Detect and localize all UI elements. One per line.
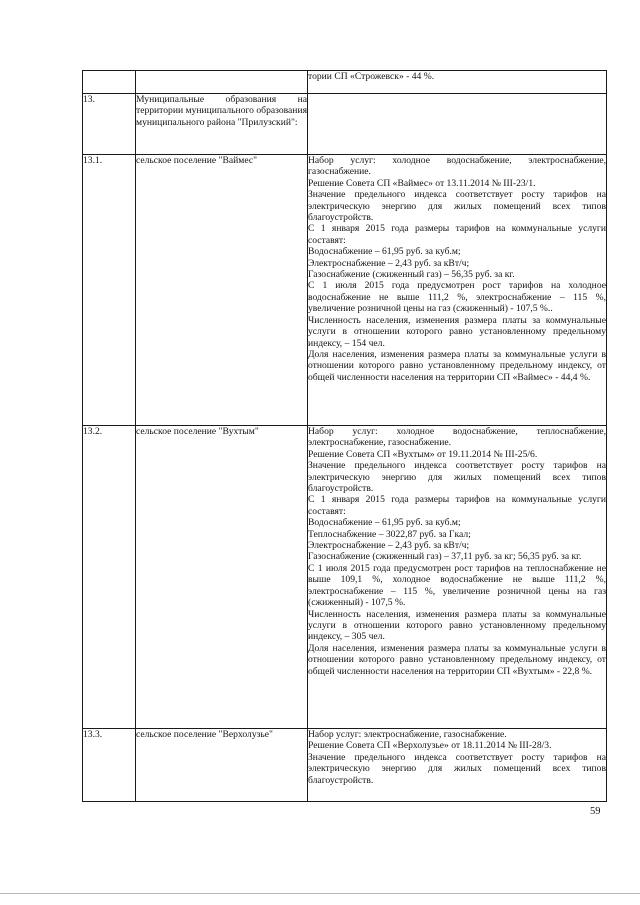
desc-paragraph: С 1 января 2015 года размеры тарифов на коммунальные услуги составят: [308, 223, 606, 246]
page-bottom-edge [0, 893, 640, 894]
desc-paragraph: Электроснабжение – 2,43 руб. за кВт/ч; [308, 257, 470, 269]
table-row-13 [83, 94, 607, 155]
desc-paragraph: Решение Совета СП «Вухтым» от 19.11.2014 № III-25/6. [308, 448, 538, 460]
cell-desc [308, 426, 607, 729]
row-number: 13.1. [83, 155, 136, 426]
municipality-name: сельское поселение "Вухтым" [136, 426, 308, 729]
cell-num [83, 71, 136, 94]
desc-paragraph: Теплоснабжение – 3022,87 руб. за Гкал; [308, 528, 471, 540]
municipality-name: сельское поселение "Верхолузье" [136, 729, 308, 802]
row-number: 13.2. [83, 426, 136, 729]
desc-paragraph: Газоснабжение (сжиженный газ) – 56,35 руб. за кг. [308, 269, 515, 281]
table-row-continuation [83, 71, 607, 94]
desc-paragraph: Водоснабжение – 61,95 руб. за куб.м; [308, 246, 461, 258]
desc-paragraph: Набор услуг: холодное водоснабжение, электроснабжение, газоснабжение. [308, 155, 606, 178]
row-number: 13. [83, 94, 136, 155]
desc-paragraph: Водоснабжение – 61,95 руб. за куб.м; [308, 517, 461, 529]
cell-desc [308, 94, 607, 155]
cell-desc [308, 155, 607, 426]
desc-paragraph: Набор услуг: электроснабжение, газоснабжение. [308, 729, 507, 740]
desc-paragraph: Численность населения, изменения размера платы за коммунальные услуги в отношении которого равно установленному предельному индексу, – 305 чел. [308, 608, 606, 643]
desc-paragraph: С 1 июля 2015 года предусмотрен рост тарифов на холодное водоснабжение не выше 111,2 %, электроснабжение – 115 %, увеличение розничной цены на газ (сжиженный) - 107,5 %.. [308, 280, 606, 315]
desc-paragraph: тории СП «Строжевск» - 44 %. [308, 71, 435, 82]
desc-paragraph: Численность населения, изменения размера платы за коммунальные услуги в отношении которого равно установленному предельному индексу, – 154 чел. [308, 314, 606, 349]
desc-paragraph: Газоснабжение (сжиженный газ) – 37,11 руб. за кг; 56,35 руб. за кг. [308, 551, 582, 563]
cell-desc [308, 71, 607, 94]
municipality-name: Муниципальные образования на территории муниципального образования муниципального района "Прилузский": [136, 94, 308, 155]
page-number: 59 [590, 806, 601, 817]
desc-paragraph: Решение Совета СП «Верхолузье» от 18.11.2014 № III-28/3. [308, 740, 552, 752]
desc-paragraph: Доля населения, изменения размера платы за коммунальные услуги в отношении которого равно установленному предельному индексу, от общей численности населения на территории СП «Ваймес» - 44,4 %. [308, 348, 606, 383]
desc-paragraph: Доля населения, изменения размера платы за коммунальные услуги в отношении которого равно установленному предельному индексу, от общей численности населения на территории СП «Вухтым» - 22,8 %. [308, 642, 606, 677]
desc-paragraph: С 1 июля 2015 года предусмотрен рост тарифов на теплоснабжение не выше 109,1 %, холодное водоснабжение не выше 111,2 %, электроснабжение – 115 %, увеличение розничной цены на газ (сжиженный) - 107,5 %. [308, 562, 606, 609]
cell-desc [308, 729, 607, 802]
municipality-name: сельское поселение "Ваймес" [136, 155, 308, 426]
table-row-13-3 [83, 729, 607, 802]
table-row-13-1 [83, 155, 607, 426]
cell-name [136, 71, 308, 94]
desc-paragraph: Значение предельного индекса соответствует росту тарифов на электрическую энергию для жилых помещений всех типов благоустройств. [308, 751, 606, 786]
desc-paragraph: Электроснабжение – 2,43 руб. за кВт/ч; [308, 540, 470, 552]
desc-paragraph: С 1 января 2015 года размеры тарифов на коммунальные услуги составят: [308, 494, 606, 517]
desc-paragraph: Решение Совета СП «Ваймес» от 13.11.2014 № III-23/1. [308, 177, 536, 189]
desc-paragraph: Набор услуг: холодное водоснабжение, теплоснабжение, электроснабжение, газоснабжение. [308, 426, 606, 449]
desc-paragraph: Значение предельного индекса соответствует росту тарифов на электрическую энергию для жилых помещений всех типов благоустройств. [308, 189, 606, 224]
row-number: 13.3. [83, 729, 136, 802]
desc-paragraph: Значение предельного индекса соответствует росту тарифов на электрическую энергию для жилых помещений всех типов благоустройств. [308, 460, 606, 495]
tariff-table [82, 70, 607, 802]
table-row-13-2 [83, 426, 607, 729]
